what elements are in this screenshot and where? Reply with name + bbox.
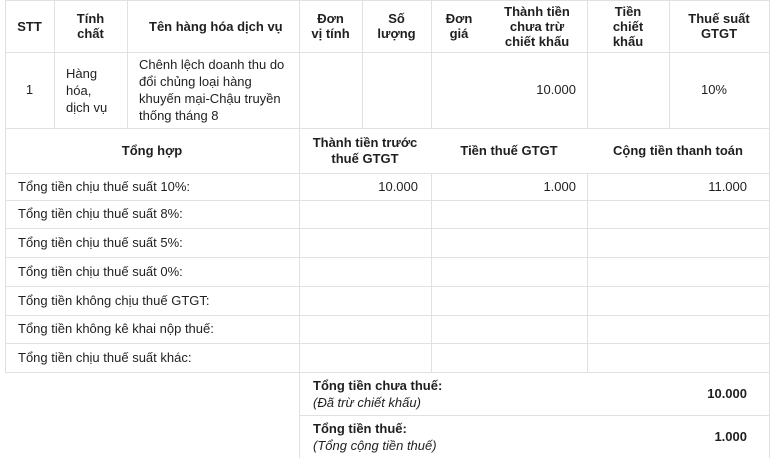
summary-truoc-thue: 10.000 xyxy=(378,178,418,194)
summary-header-tien-thue: Tiền thuế GTGT xyxy=(460,143,558,158)
col-header-don-gia-line: giá xyxy=(449,26,469,41)
summary-header-truoc-thue-line: thuế GTGT xyxy=(331,150,399,166)
row-thue-suat: 10% xyxy=(700,82,727,97)
col-header-so-luong xyxy=(362,0,431,52)
summary-tien-thue: 1.000 xyxy=(543,178,576,194)
summary-label: Tổng tiền chịu thuế suất khác: xyxy=(18,349,192,365)
col-header-thanh-tien xyxy=(487,0,587,52)
col-header-thue-suat-line: GTGT xyxy=(700,26,738,41)
row-so-luong xyxy=(362,52,431,128)
summary-label: Tổng tiền chịu thuế suất 5%: xyxy=(18,234,183,250)
summary-label: Tổng tiền chịu thuế suất 10%: xyxy=(18,178,191,194)
summary-cong-tien xyxy=(587,257,769,286)
col-header-thanh-tien-line: chiết khấu xyxy=(504,33,570,49)
row-stt: 1 xyxy=(25,82,34,97)
row-ten-hang-line: khuyến mại-Chậu truyền xyxy=(139,91,281,106)
summary-label: Tổng tiền không chịu thuế GTGT: xyxy=(18,292,210,308)
summary-cong-tien xyxy=(587,315,769,343)
summary-truoc-thue xyxy=(299,257,431,286)
summary-cong-tien: 11.000 xyxy=(708,178,747,194)
row-ten-hang xyxy=(127,52,299,128)
col-header-thanh-tien-line: chưa trừ xyxy=(509,18,565,34)
summary-header-tong-hop: Tổng hợp xyxy=(121,143,183,158)
summary-tien-thue xyxy=(431,200,587,228)
row-ten-hang-line: Chênh lệch doanh thu do xyxy=(139,57,285,72)
summary-tien-thue xyxy=(431,257,587,286)
summary-header-cong-tien: Cộng tiền thanh toán xyxy=(613,143,743,158)
row-tinh-chat-line: Hàng xyxy=(66,65,98,81)
total-before-tax-label: Tổng tiền chưa thuế: xyxy=(313,377,443,393)
summary-tien-thue xyxy=(431,343,587,372)
col-header-thanh-tien-line: Thành tiền xyxy=(504,3,570,19)
col-header-ten-hang: Tên hàng hóa dịch vụ xyxy=(149,18,283,34)
summary-tien-thue xyxy=(431,315,587,343)
summary-cong-tien xyxy=(587,343,769,372)
total-before-tax-label-block xyxy=(299,372,599,415)
col-header-don-vi-tinh-line: Đơn xyxy=(317,11,344,26)
row-tinh-chat xyxy=(54,52,127,128)
summary-label: Tổng tiền không kê khai nộp thuế: xyxy=(18,321,214,336)
summary-label: Tổng tiền chịu thuế suất 8%: xyxy=(18,206,183,221)
row-don-vi-tinh xyxy=(299,52,362,128)
row-ten-hang-line: đổi chủng loại hàng xyxy=(139,74,252,89)
col-header-don-gia xyxy=(431,0,487,52)
total-tax-label: Tổng tiền thuế: xyxy=(313,421,407,436)
col-header-stt: STT xyxy=(17,18,42,34)
summary-header-truoc-thue xyxy=(299,128,431,173)
row-tinh-chat-line: dịch vụ xyxy=(66,99,108,115)
col-header-don-vi-tinh-line: vị tính xyxy=(311,26,350,41)
col-header-tien-chiet-khau-line: Tiền xyxy=(614,3,642,19)
col-header-tinh-chat-line: chất xyxy=(77,26,104,41)
summary-cong-tien xyxy=(587,228,769,257)
summary-header-truoc-thue-line: Thành tiền trước xyxy=(312,134,418,150)
summary-tien-thue xyxy=(431,228,587,257)
summary-label: Tổng tiền chịu thuế suất 0%: xyxy=(18,263,183,279)
col-header-don-gia-line: Đơn xyxy=(445,11,473,26)
summary-truoc-thue xyxy=(299,286,431,315)
total-before-tax-note: (Đã trừ chiết khấu) xyxy=(313,394,421,410)
summary-truoc-thue xyxy=(299,228,431,257)
col-header-tien-chiet-khau xyxy=(587,0,669,52)
row-thanh-tien: 10.000 xyxy=(536,82,576,97)
col-header-so-luong-line: lượng xyxy=(377,26,416,41)
col-header-tien-chiet-khau-line: chiết xyxy=(612,18,644,34)
row-tien-chiet-khau xyxy=(587,52,669,128)
total-before-tax-value: 10.000 xyxy=(707,385,747,401)
col-header-tinh-chat-line: Tính xyxy=(76,11,105,26)
summary-truoc-thue xyxy=(299,200,431,228)
summary-cong-tien xyxy=(587,200,769,228)
summary-cong-tien xyxy=(587,286,769,315)
row-tinh-chat-line: hóa, xyxy=(66,82,92,98)
summary-truoc-thue xyxy=(299,343,431,372)
total-tax-note: (Tổng cộng tiền thuế) xyxy=(313,438,437,453)
col-header-tinh-chat xyxy=(54,0,127,52)
col-header-so-luong-line: Số xyxy=(388,11,405,26)
col-header-thue-suat xyxy=(669,0,769,52)
summary-tien-thue xyxy=(431,286,587,315)
summary-truoc-thue xyxy=(299,315,431,343)
total-tax-value: 1.000 xyxy=(714,429,747,444)
col-header-thue-suat-line: Thuế suất xyxy=(688,11,750,26)
col-header-don-vi-tinh xyxy=(299,0,362,52)
row-ten-hang-line: thống tháng 8 xyxy=(139,108,219,123)
row-don-gia xyxy=(431,52,487,128)
total-tax-label-block xyxy=(299,416,599,458)
col-header-tien-chiet-khau-line: khấu xyxy=(612,33,644,49)
